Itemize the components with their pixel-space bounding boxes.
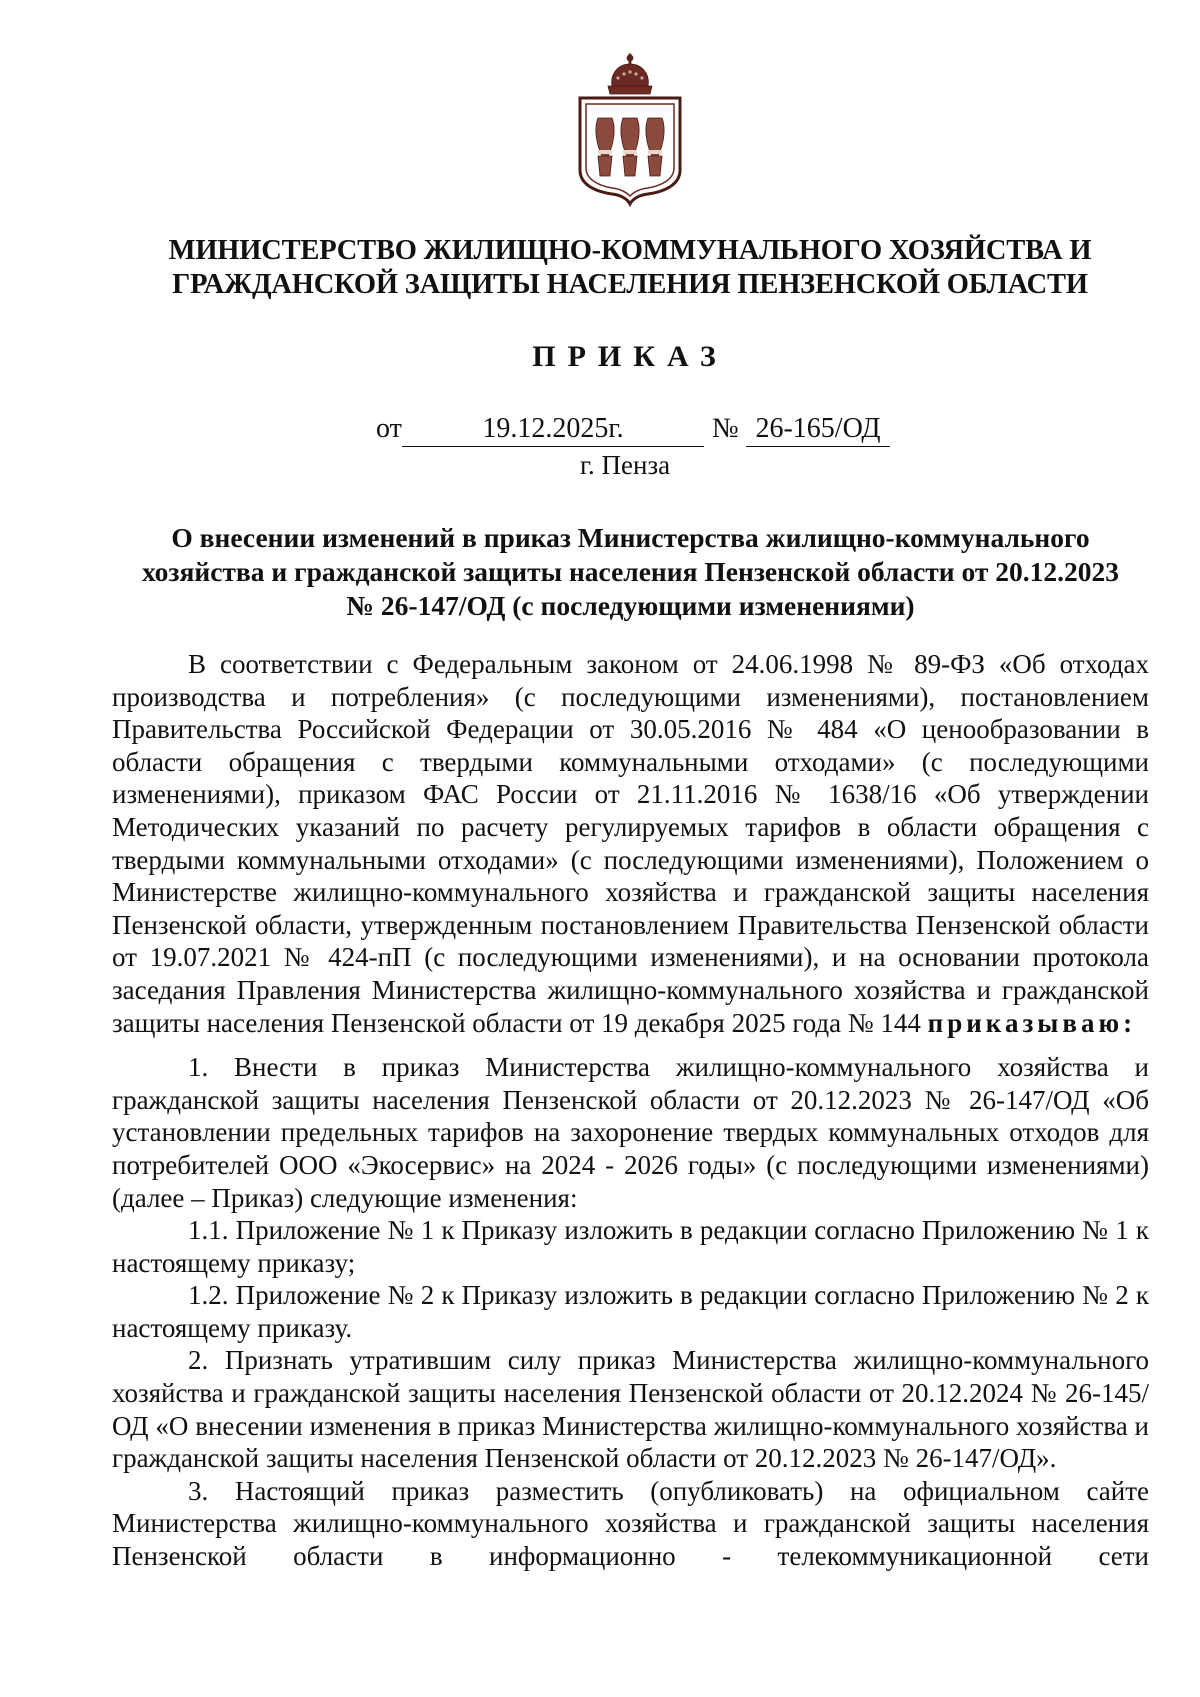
document-type-title: ПРИКАЗ <box>532 340 728 373</box>
item-2: 2. Признать утратившим силу приказ Министерства жилищно-коммунального хозяйства и гражданской защиты населения Пензенской области от 20.12.2024 № 26-145/ОД «О внесении изменения в приказ Министерства жилищно-коммунального хозяйства и гражданской защиты населения Пензенской области от 20.12.2023 № 26-147/ОД». <box>112 1345 1149 1474</box>
preamble-paragraph <box>112 648 1149 1039</box>
number-prefix: № <box>712 413 739 444</box>
order-date: 19.12.2025г. <box>402 412 704 447</box>
ministry-name-line-1: МИНИСТЕРСТВО ЖИЛИЩНО-КОММУНАЛЬНОГО ХОЗЯЙСТВА И <box>168 235 1092 266</box>
order-subject <box>112 521 1149 623</box>
ministry-name-line-2: ГРАЖДАНСКОЙ ЗАЩИТЫ НАСЕЛЕНИЯ ПЕНЗЕНСКОЙ ОБЛАСТИ <box>172 269 1088 300</box>
item-1-1: 1.1. Приложение № 1 к Приказу изложить в редакции согласно Приложению № 1 к настоящему приказу; <box>112 1215 1149 1278</box>
coat-of-arms-icon <box>572 52 688 208</box>
subject-line-1: О внесении изменений в приказ Министерства жилищно-коммунального <box>171 522 1090 553</box>
order-keyword: приказываю: <box>927 1007 1137 1038</box>
item-1-2: 1.2. Приложение № 2 к Приказу изложить в редакции согласно Приложению № 2 к настоящему приказу. <box>112 1280 1149 1343</box>
item-1: 1. Внести в приказ Министерства жилищно-коммунального хозяйства и гражданской защиты населения Пензенской области от 20.12.2023 № 26-147/ОД «Об установлении предельных тарифов на захоронение твердых коммунальных отходов для потребителей ООО «Экосервис» на 2024 - 2026 годы» (с последующими изменениями) (далее – Приказ) следующие изменения: <box>112 1052 1149 1213</box>
preamble-text: В соответствии с Федеральным законом от 24.06.1998 № 89-ФЗ «Об отходах производства и потребления» (с последующими изменениями), постановлением Правительства Российской Федерации от 30.05.2016 № 484 «О ценообразовании в области обращения с твердыми коммунальными отходами» (с последующими изменениями), приказом ФАС России от 21.11.2016 № 1638/16 «Об утверждении Методических указаний по расчету регулируемых тарифов в области обращения с твердыми коммунальными отходами» (с последующими изменениями), Положением о Министерстве жилищно-коммунального хозяйства и гражданской защиты населения Пензенской области, утвержденным постановлением Правительства Пензенской области от 19.07.2021 № 424-пП (с последующими изменениями), и на основании протокола заседания Правления Министерства жилищно-коммунального хозяйства и гражданской защиты населения Пензенской области от 19 декабря 2025 года № 144 <box>112 649 1149 1038</box>
subject-line-3: № 26-147/ОД (с последующими изменениями) <box>346 590 915 621</box>
city: г. Пенза <box>580 450 671 480</box>
order-body <box>112 648 1149 1573</box>
item-3: 3. Настоящий приказ разместить (опубликовать) на официальном сайте Министерства жилищно-коммунального хозяйства и гражданской защиты населения Пензенской области в информационно - телекоммуникационной сети <box>112 1475 1149 1572</box>
date-prefix: от <box>376 413 402 444</box>
ministry-name <box>90 234 1170 302</box>
subject-line-2: хозяйства и гражданской защиты населения Пензенской области от 20.12.2023 <box>141 556 1120 587</box>
order-number: 26-165/ОД <box>746 412 890 447</box>
